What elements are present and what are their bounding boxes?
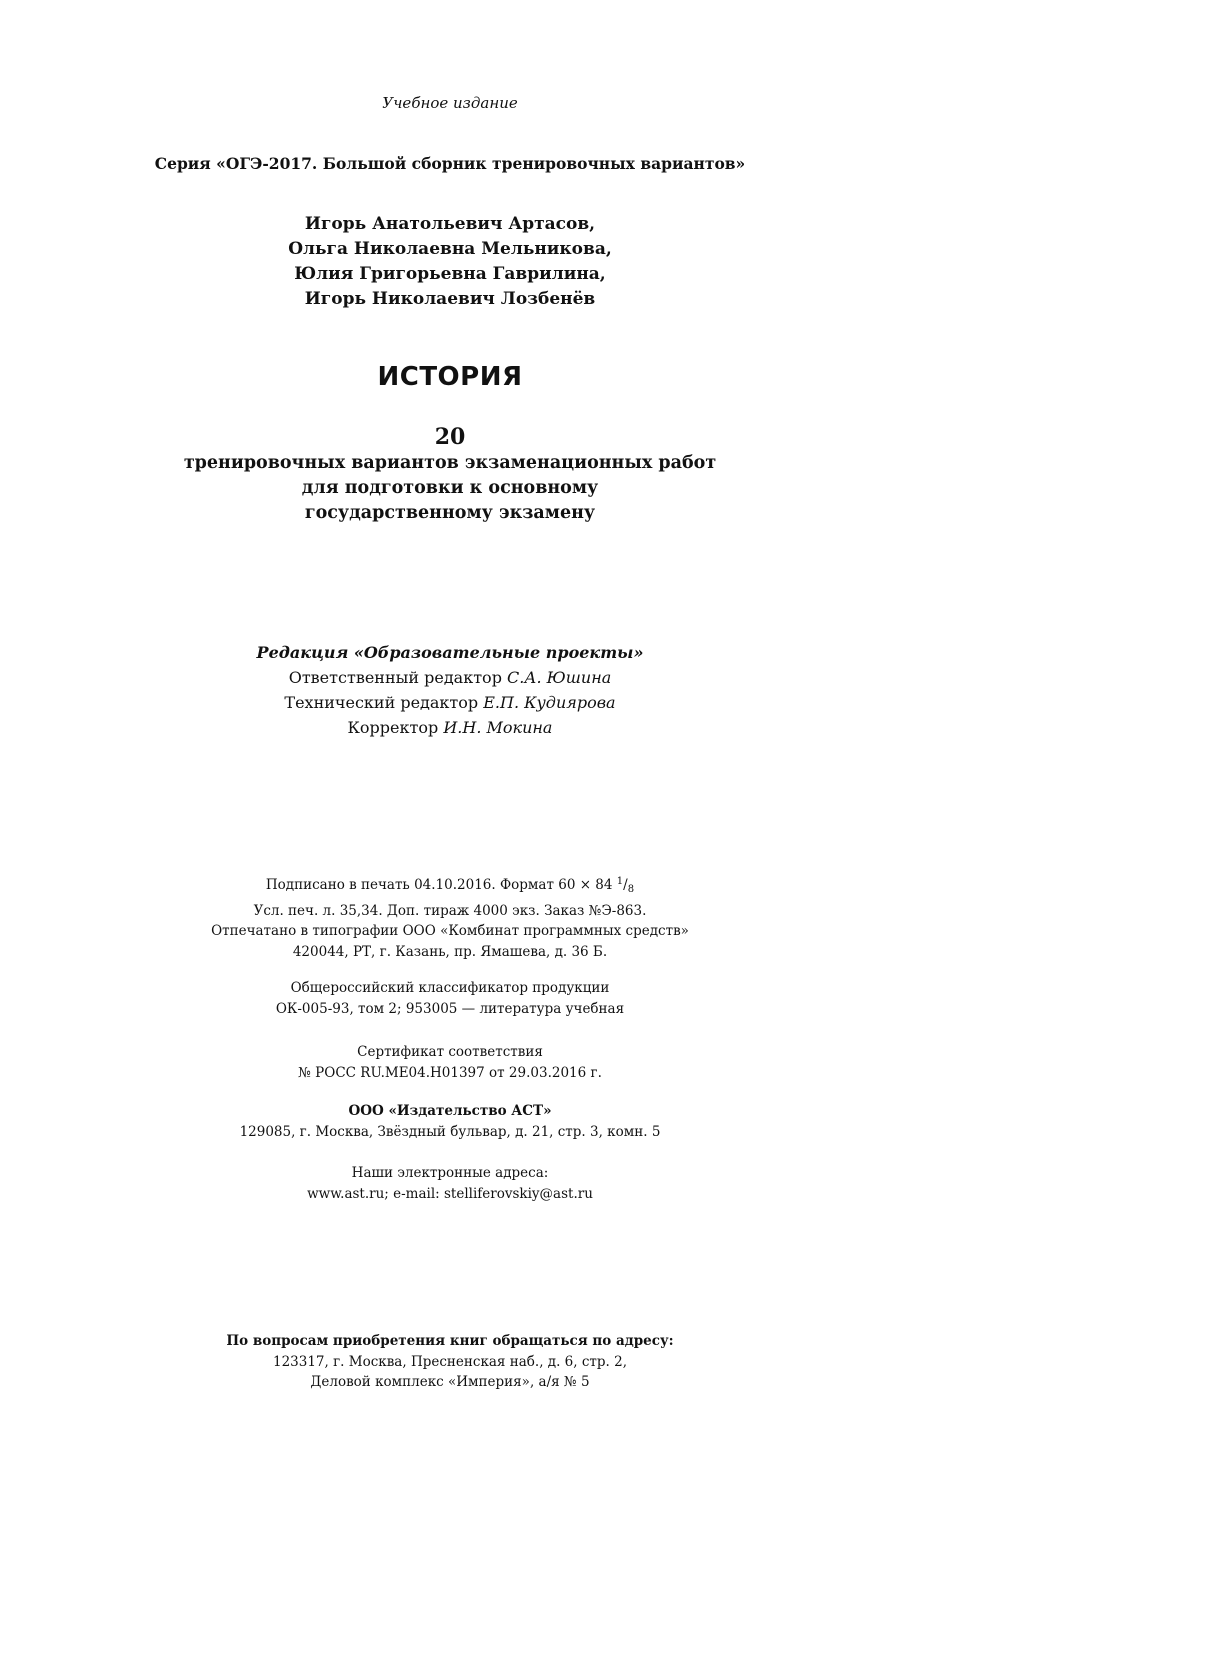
purchase-block [130, 1331, 770, 1393]
print-info-block [130, 872, 770, 962]
author-name: Юлия Григорьевна Гаврилина, [294, 264, 606, 284]
book-title: ИСТОРИЯ [377, 362, 523, 392]
editor-role: Ответственный редактор [288, 668, 502, 687]
author-name: Игорь Анатольевич Артасов, [304, 214, 596, 234]
print-info-line: Отпечатано в типографии ООО «Комбинат программных средств» [211, 923, 689, 939]
print-info-line: 420044, РТ, г. Казань, пр. Ямашева, д. 36 Б. [292, 943, 608, 960]
variant-count: 20 [434, 424, 466, 450]
classifier-block: Общероссийский классификатор продукции ОК-005-93, том 2; 953005 — литература учебная [275, 980, 625, 1017]
book-subtitle [130, 451, 770, 526]
author-name: Игорь Николаевич Лозбенёв [304, 289, 596, 309]
email-block: Наши электронные адреса: www.ast.ru; e-mail: stelliferovskiy@ast.ru [130, 1163, 770, 1204]
publisher-address: 129085, г. Москва, Звёздный бульвар, д. 21, стр. 3, комн. 5 [239, 1123, 661, 1140]
author-name: Ольга Николаевна Мельникова, [288, 239, 612, 259]
editor-line [130, 715, 770, 740]
editor-name: И.Н. Мокина [443, 718, 553, 737]
purchase-address: 123317, г. Москва, Пресненская наб., д. 6, стр. 2, [272, 1353, 627, 1370]
print-signed-line: Подписано в печать 04.10.2016. Формат 60 × 84 $^1/_8$ [265, 876, 635, 895]
subtitle-line: государственному экзамену [304, 503, 596, 523]
publisher-name: ООО «Издательство АСТ» [348, 1103, 552, 1119]
format-denominator: 8 [627, 884, 635, 895]
subtitle-line: для подготовки к основному [301, 478, 599, 498]
publisher-block [130, 1101, 770, 1142]
purchase-address: Деловой комплекс «Империя», а/я № 5 [310, 1374, 590, 1390]
email-addresses: www.ast.ru; e-mail: stelliferovskiy@ast.ru [307, 1185, 593, 1202]
editor-name: Е.П. Кудиярова [483, 693, 616, 712]
editor-line [130, 690, 770, 715]
purchase-heading: По вопросам приобретения книг обращаться по адресу: [226, 1333, 674, 1349]
print-info-line: Усл. печ. л. 35,34. Доп. тираж 4000 экз. Заказ №Э-863. [253, 902, 647, 919]
editorial-department: Редакция «Образовательные проекты» [256, 643, 644, 662]
editor-line [130, 665, 770, 690]
editor-role: Корректор [347, 718, 439, 737]
series-line: Серия «ОГЭ-2017. Большой сборник тренировочных вариантов» [154, 154, 746, 173]
subtitle-line: тренировочных вариантов экзаменационных работ [183, 453, 717, 473]
format-numerator: 1 [616, 876, 624, 887]
editorial-block [130, 640, 770, 740]
editor-role: Технический редактор [284, 693, 479, 712]
edition-type: Учебное издание [382, 94, 518, 112]
editor-name: С.А. Юшина [507, 668, 612, 687]
certificate-block: Сертификат соответствия № РОСС RU.МЕ04.Н01397 от 29.03.2016 г. [298, 1044, 602, 1081]
authors-block [130, 212, 770, 312]
